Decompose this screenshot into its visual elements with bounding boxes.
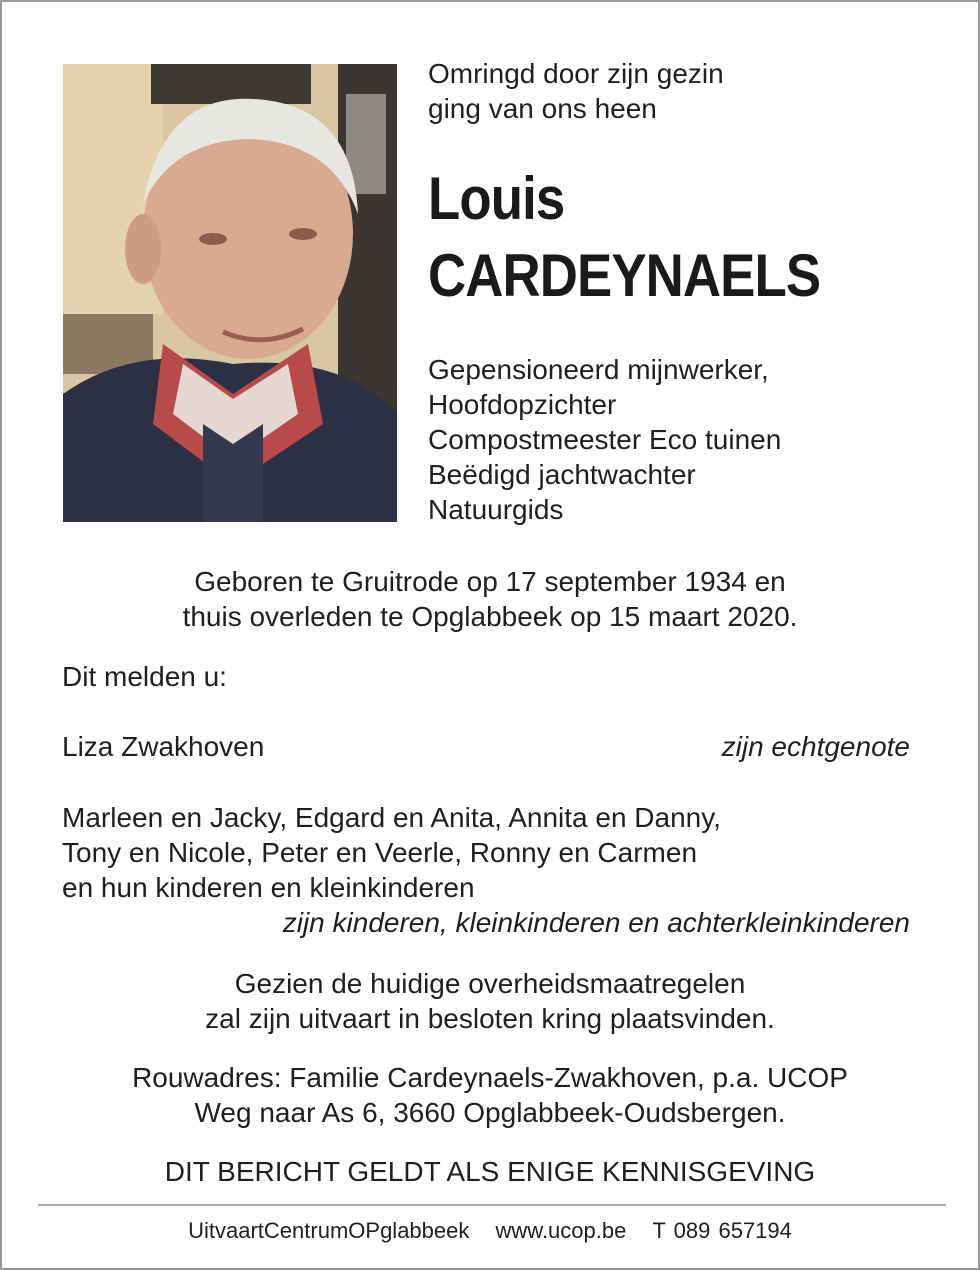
portrait-photo-icon [63, 64, 397, 522]
footer-divider [38, 1204, 946, 1206]
title-item: Beëdigd jachtwachter [428, 459, 696, 490]
title-item: Hoofdopzichter [428, 389, 617, 420]
intro-line: Omringd door zijn gezin [428, 58, 724, 89]
children-relation: zijn kinderen, kleinkinderen en achterkleinkinderen [282, 907, 910, 938]
address-line: Weg naar As 6, 3660 Opglabbeek-Oudsbergen. [194, 1097, 786, 1128]
death-line: thuis overleden te Opglabbeek op 15 maart 2020. [182, 601, 798, 632]
intro-text [428, 56, 724, 126]
spouse-relation: zijn echtgenote [721, 731, 910, 762]
title-item: Compostmeester Eco tuinen [428, 424, 782, 455]
announce-text: Dit melden u: [62, 661, 227, 692]
title-item: Gepensioneerd mijnwerker, [428, 354, 769, 385]
only-notice: DIT BERICHT GELDT ALS ENIGE KENNISGEVING [164, 1156, 816, 1187]
footer-website[interactable]: www.ucop.be [495, 1218, 627, 1243]
deceased-name [428, 160, 820, 314]
notice-line: zal zijn uitvaart in besloten kring plaatsvinden. [205, 1003, 775, 1034]
notice-line: Gezien de huidige overheidsmaatregelen [234, 968, 746, 999]
children-list [62, 800, 721, 905]
footer [2, 1216, 978, 1246]
children-line: Tony en Nicole, Peter en Veerle, Ronny en Carmen [62, 837, 698, 868]
mourning-address [2, 1060, 978, 1130]
spouse-name: Liza Zwakhoven [62, 731, 265, 762]
intro-line: ging van ons heen [428, 93, 657, 124]
birth-line: Geboren te Gruitrode op 17 september 1934 en [194, 566, 786, 597]
titles-list [428, 352, 781, 527]
footer-phone[interactable]: T 089 657194 [652, 1218, 792, 1243]
first-name: Louis [428, 165, 565, 232]
address-line: Rouwadres: Familie Cardeynaels-Zwakhoven, p.a. UCOP [132, 1062, 848, 1093]
footer-company: UitvaartCentrumOPglabbeek [188, 1218, 470, 1243]
last-name: CARDEYNAELS [428, 242, 821, 309]
spouse-row [62, 729, 910, 764]
children-line: Marleen en Jacky, Edgard en Anita, Annita en Danny, [62, 802, 721, 833]
portrait-photo [63, 64, 397, 522]
funeral-notice [2, 966, 978, 1036]
children-line: en hun kinderen en kleinkinderen [62, 872, 475, 903]
birth-death-text [2, 564, 978, 634]
title-item: Natuurgids [428, 494, 564, 525]
